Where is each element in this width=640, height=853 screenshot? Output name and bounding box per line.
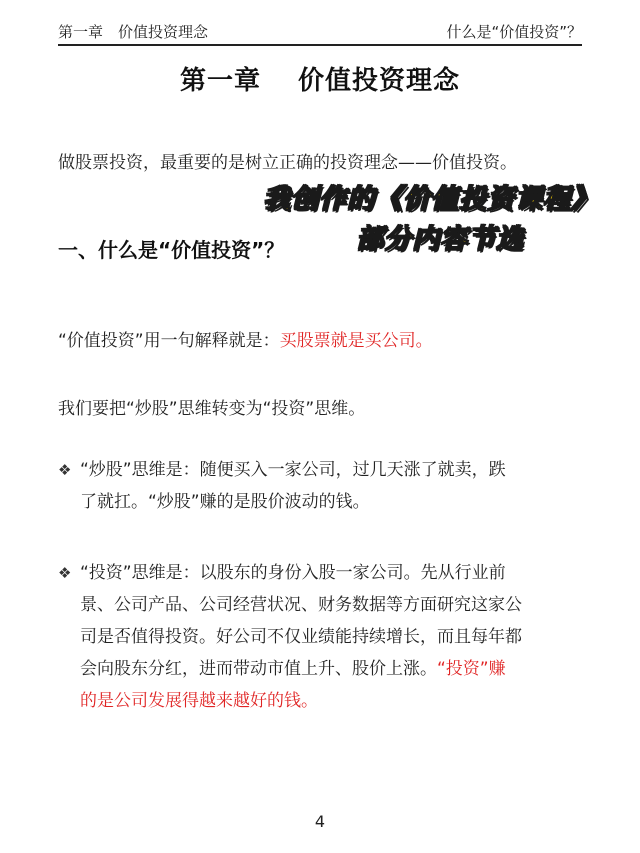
bullet-line: 景、公司产品、公司经营状况、财务数据等方面研究这家公 bbox=[80, 595, 522, 615]
definition-paragraph bbox=[58, 326, 433, 351]
intro-paragraph: 做股票投资，最重要的是树立正确的投资理念——价值投资。 bbox=[58, 153, 517, 173]
header-rule bbox=[58, 44, 582, 46]
bullet-line: “投资”思维是：以股东的身份入股一家公司。先从行业前 bbox=[80, 563, 506, 583]
section-heading: 一、什么是“价值投资”？ bbox=[58, 238, 285, 262]
running-header bbox=[58, 18, 582, 42]
chapter-title: 第一章 价值投资理念 bbox=[179, 66, 461, 96]
bullet-speculation bbox=[58, 454, 582, 518]
bullet-body bbox=[80, 557, 582, 717]
running-header-section: 什么是“价值投资”？ bbox=[446, 23, 582, 41]
bullet-body bbox=[80, 454, 582, 518]
bullet-line bbox=[80, 653, 582, 685]
definition-text: “价值投资”用一句解释就是： bbox=[58, 331, 280, 351]
running-header-chapter: 第一章 价值投资理念 bbox=[58, 23, 209, 41]
promo-overlay-text bbox=[232, 180, 630, 260]
diamond-bullet-icon: ❖ bbox=[58, 564, 72, 582]
bullet-line-plain: 会向股东分红，进而带动市值上升、股价上涨。 bbox=[80, 659, 437, 679]
bullet-line: 了就扛。“炒股”赚的是股价波动的钱。 bbox=[80, 492, 370, 512]
bullet-line: “炒股”思维是：随便买入一家公司，过几天涨了就卖，跌 bbox=[80, 460, 506, 480]
bullet-line-highlight: 的是公司发展得越来越好的钱。 bbox=[80, 691, 318, 711]
bullet-line: 司是否值得投资。好公司不仅业绩能持续增长，而且每年都 bbox=[80, 627, 522, 647]
diamond-bullet-icon: ❖ bbox=[58, 461, 72, 479]
bullet-line-highlight: “投资”赚 bbox=[437, 659, 506, 679]
mindset-shift-paragraph: 我们要把“炒股”思维转变为“投资”思维。 bbox=[58, 399, 366, 419]
definition-highlight: 买股票就是买公司。 bbox=[279, 331, 433, 351]
overlay-line-1: 我创作的《价值投资课程》 bbox=[263, 184, 599, 215]
bullet-investment bbox=[58, 557, 582, 717]
page-number: 4 bbox=[314, 812, 326, 831]
overlay-line-2: 部分内容节选 bbox=[356, 224, 524, 255]
